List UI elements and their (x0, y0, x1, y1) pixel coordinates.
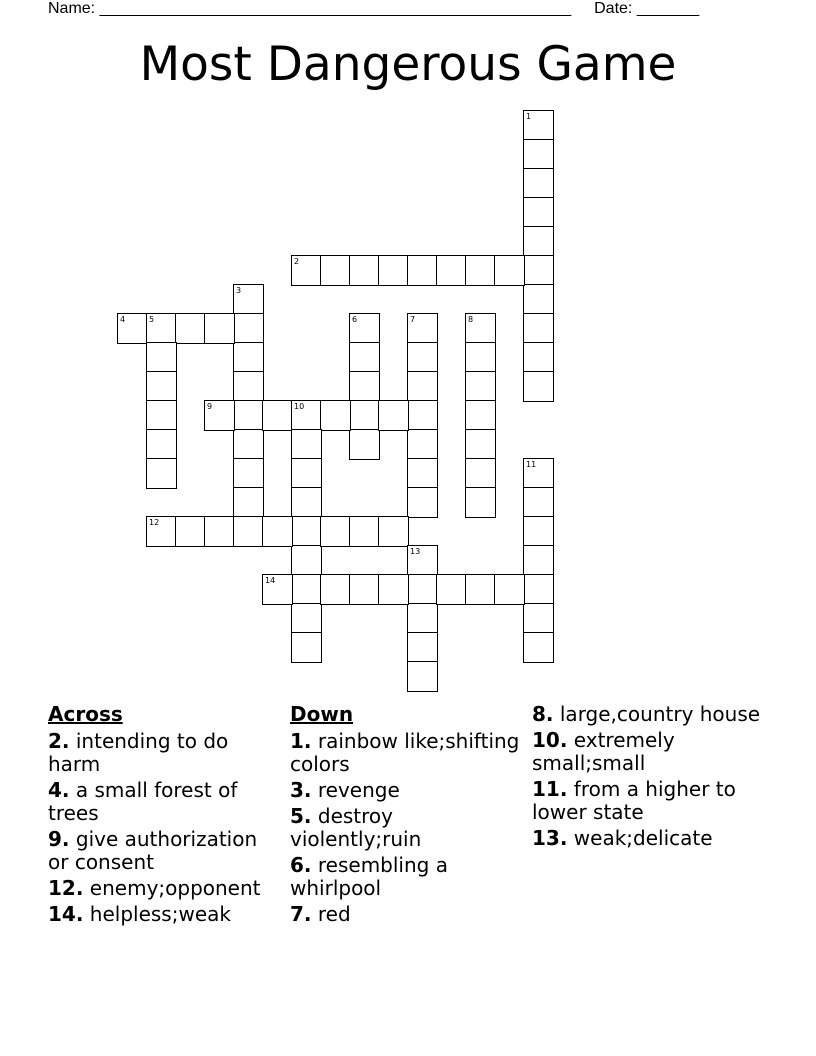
grid-cell[interactable] (436, 255, 467, 286)
grid-cell[interactable] (262, 400, 293, 431)
grid-cell[interactable] (378, 574, 409, 605)
grid-cell[interactable] (291, 429, 322, 460)
grid-cell[interactable] (523, 545, 554, 576)
grid-cell[interactable] (407, 632, 438, 663)
across-heading: Across (48, 702, 123, 726)
grid-cell[interactable] (407, 342, 438, 373)
clue-number: 6. (290, 853, 312, 877)
name-field[interactable]: _____________________________________________________ (99, 0, 572, 17)
clue-number-label: 11 (526, 460, 537, 469)
grid-cell[interactable] (146, 516, 177, 547)
clue-number: 5. (290, 804, 312, 828)
grid-cell[interactable] (407, 255, 438, 286)
grid-cell[interactable] (494, 255, 525, 286)
clue-number-label: 13 (410, 547, 421, 556)
grid-cell[interactable] (378, 255, 409, 286)
clue-number: 2. (48, 729, 70, 753)
grid-cell[interactable] (523, 313, 554, 344)
clue-number: 12. (48, 876, 84, 900)
grid-cell[interactable] (291, 400, 322, 431)
grid-cell[interactable] (233, 400, 264, 431)
clue-number-label: 14 (265, 576, 276, 585)
grid-cell[interactable] (349, 342, 380, 373)
grid-cell[interactable] (146, 429, 177, 460)
clue-down-11 (532, 778, 772, 824)
grid-cell[interactable] (407, 545, 438, 576)
clue-number: 10. (532, 728, 568, 752)
grid-cell[interactable] (407, 661, 438, 692)
grid-cell[interactable] (436, 574, 467, 605)
grid-cell[interactable] (291, 603, 322, 634)
grid-cell[interactable] (465, 458, 496, 489)
clue-number-label: 5 (149, 315, 155, 324)
across-clues (48, 703, 283, 929)
clue-number-label: 4 (120, 315, 126, 324)
grid-cell[interactable] (523, 168, 554, 199)
clue-text: rainbow like;shifting colors (290, 729, 520, 776)
clue-number-label: 9 (207, 402, 213, 411)
grid-cell[interactable] (465, 574, 496, 605)
clue-text: a small forest of trees (48, 778, 238, 825)
grid-cell[interactable] (262, 516, 293, 547)
grid-cell[interactable] (349, 429, 380, 460)
clue-number: 3. (290, 778, 312, 802)
grid-cell[interactable] (146, 371, 177, 402)
grid-cell[interactable] (494, 574, 525, 605)
clue-number: 11. (532, 777, 568, 801)
grid-cell[interactable] (233, 429, 264, 460)
clue-number: 13. (532, 826, 568, 850)
clue-across-4 (48, 779, 283, 825)
name-label: Name: (48, 0, 96, 17)
grid-cell[interactable] (117, 313, 148, 344)
grid-cell[interactable] (523, 139, 554, 170)
clue-text: destroy violently;ruin (290, 804, 422, 851)
grid-cell[interactable] (233, 487, 264, 518)
grid-cell[interactable] (523, 342, 554, 373)
date-field[interactable]: _______ (636, 0, 700, 17)
clue-number-label: 8 (468, 315, 474, 324)
clue-across-14 (48, 903, 283, 926)
grid-cell[interactable] (291, 458, 322, 489)
clue-number: 1. (290, 729, 312, 753)
grid-cell[interactable] (523, 487, 554, 518)
clue-text: extremely small;small (532, 728, 675, 775)
grid-cell[interactable] (378, 400, 409, 431)
clue-text: enemy;opponent (89, 876, 261, 900)
grid-cell[interactable] (523, 516, 554, 547)
grid-cell[interactable] (146, 313, 177, 344)
grid-cell[interactable] (349, 516, 380, 547)
grid-cell[interactable] (407, 429, 438, 460)
grid-cell[interactable] (349, 255, 380, 286)
clue-text: large,country house (559, 702, 761, 726)
clue-number: 4. (48, 778, 70, 802)
grid-cell[interactable] (349, 313, 380, 344)
grid-cell[interactable] (320, 516, 351, 547)
clue-down-5 (290, 805, 520, 851)
clue-down-1 (290, 730, 520, 776)
grid-cell[interactable] (233, 284, 264, 315)
clue-number: 7. (290, 902, 312, 926)
clue-number-label: 2 (294, 257, 300, 266)
down-clues (290, 703, 520, 929)
down-clues-continued (532, 703, 772, 853)
clue-down-6 (290, 854, 520, 900)
down-heading: Down (290, 702, 354, 726)
grid-cell[interactable] (523, 574, 554, 605)
clue-number-label: 12 (149, 518, 160, 527)
grid-cell[interactable] (233, 458, 264, 489)
grid-cell[interactable] (291, 255, 322, 286)
grid-cell[interactable] (233, 516, 264, 547)
clue-text: helpless;weak (89, 902, 231, 926)
grid-cell[interactable] (523, 371, 554, 402)
grid-cell[interactable] (291, 545, 322, 576)
grid-cell[interactable] (349, 400, 380, 431)
clue-text: revenge (317, 778, 400, 802)
grid-cell[interactable] (407, 603, 438, 634)
grid-cell[interactable] (349, 371, 380, 402)
grid-cell[interactable] (465, 487, 496, 518)
grid-cell[interactable] (523, 197, 554, 228)
grid-cell[interactable] (523, 603, 554, 634)
clue-number-label: 10 (294, 402, 305, 411)
clue-number-label: 6 (352, 315, 358, 324)
clue-text: resembling a whirlpool (290, 853, 448, 900)
clue-across-2 (48, 730, 283, 776)
grid-cell[interactable] (320, 400, 351, 431)
clue-across-12 (48, 877, 283, 900)
grid-cell[interactable] (407, 458, 438, 489)
clue-text: weak;delicate (573, 826, 713, 850)
grid-cell[interactable] (175, 313, 206, 344)
grid-cell[interactable] (204, 516, 235, 547)
grid-cell[interactable] (407, 574, 438, 605)
grid-cell[interactable] (407, 487, 438, 518)
grid-cell[interactable] (262, 574, 293, 605)
grid-cell[interactable] (465, 255, 496, 286)
grid-cell[interactable] (523, 226, 554, 257)
puzzle-title: Most Dangerous Game (139, 37, 677, 92)
grid-cell[interactable] (291, 487, 322, 518)
grid-cell[interactable] (465, 313, 496, 344)
grid-cell[interactable] (146, 458, 177, 489)
date-label: Date: (594, 0, 633, 17)
grid-cell[interactable] (407, 313, 438, 344)
clue-text: intending to do harm (48, 729, 229, 776)
clue-down-13 (532, 827, 772, 850)
grid-cell[interactable] (349, 574, 380, 605)
clue-number: 8. (532, 702, 554, 726)
grid-cell[interactable] (523, 284, 554, 315)
grid-cell[interactable] (146, 400, 177, 431)
grid-cell[interactable] (320, 574, 351, 605)
clue-number: 14. (48, 902, 84, 926)
grid-cell[interactable] (465, 342, 496, 373)
grid-cell[interactable] (523, 458, 554, 489)
clue-down-8 (532, 703, 772, 726)
clue-number-label: 7 (410, 315, 416, 324)
clue-number: 9. (48, 827, 70, 851)
grid-cell[interactable] (523, 255, 554, 286)
grid-cell[interactable] (523, 632, 554, 663)
grid-cell[interactable] (233, 342, 264, 373)
clue-number-label: 1 (526, 112, 532, 121)
clue-down-10 (532, 729, 772, 775)
grid-cell[interactable] (407, 400, 438, 431)
grid-cell[interactable] (233, 313, 264, 344)
grid-cell[interactable] (320, 255, 351, 286)
grid-cell[interactable] (204, 313, 235, 344)
grid-cell[interactable] (146, 342, 177, 373)
grid-cell[interactable] (204, 400, 235, 431)
grid-cell[interactable] (465, 400, 496, 431)
clue-text: red (317, 902, 351, 926)
clue-across-9 (48, 828, 283, 874)
grid-cell[interactable] (465, 371, 496, 402)
clue-number-label: 3 (236, 286, 242, 295)
grid-cell[interactable] (465, 429, 496, 460)
grid-cell[interactable] (291, 574, 322, 605)
grid-cell[interactable] (175, 516, 206, 547)
clue-text: from a higher to lower state (532, 777, 736, 824)
grid-cell[interactable] (407, 371, 438, 402)
grid-cell[interactable] (291, 632, 322, 663)
grid-cell[interactable] (523, 110, 554, 141)
grid-cell[interactable] (291, 516, 322, 547)
grid-cell[interactable] (233, 371, 264, 402)
clue-text: give authorization or consent (48, 827, 258, 874)
grid-cell[interactable] (378, 516, 409, 547)
clue-down-7 (290, 903, 520, 926)
clue-down-3 (290, 779, 520, 802)
